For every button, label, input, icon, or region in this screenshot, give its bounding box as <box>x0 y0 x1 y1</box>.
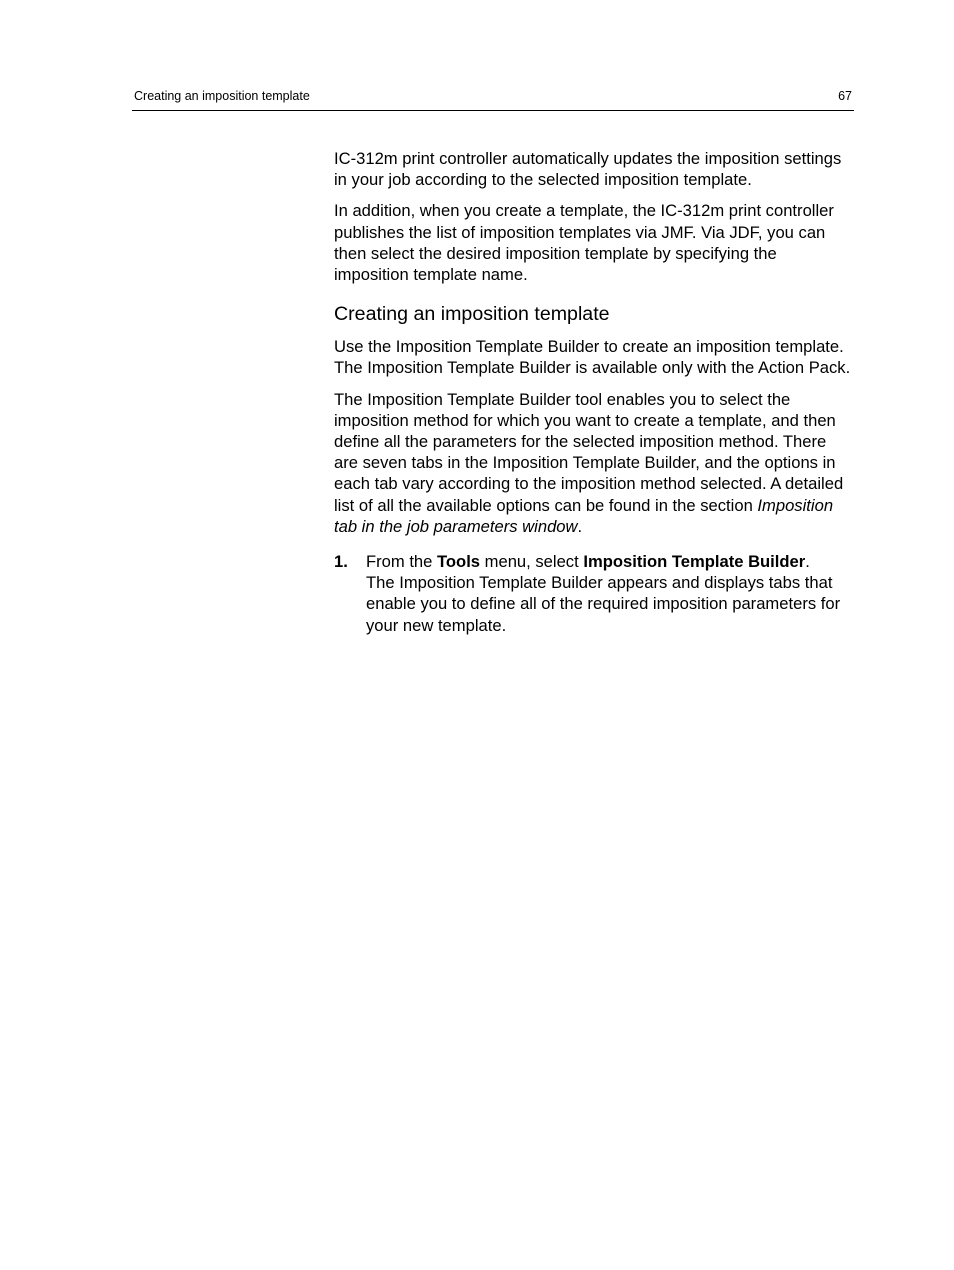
page-content <box>334 148 854 636</box>
section-paragraph-1: Use the Imposition Template Builder to create an imposition template. The Imposition Template Builder is available only with the Action Pack. <box>334 337 851 378</box>
intro-paragraph-2: In addition, when you create a template, the IC-312m print controller publishes the list of imposition templates via JMF. Via JDF, you can then select the desired imposition template by specifying the imposition template name. <box>334 201 834 285</box>
page-number: 67 <box>838 89 852 103</box>
step-text: . <box>805 552 810 572</box>
header-title: Creating an imposition template <box>134 89 310 103</box>
step-result: The Imposition Template Builder appears and displays tabs that enable you to define all of the required imposition parameters for your new template. <box>366 573 841 635</box>
step-instruction <box>366 551 854 572</box>
section-paragraph-2-end: . <box>577 516 583 536</box>
menu-item-name: Imposition Template Builder <box>583 552 806 572</box>
menu-name: Tools <box>437 552 481 572</box>
section-heading: Creating an imposition template <box>334 303 610 326</box>
section-paragraph-2 <box>334 389 854 537</box>
running-header <box>132 88 854 111</box>
section-paragraph-2-text: The Imposition Template Builder tool enables you to select the imposition method for which you want to create a template, and then define all the parameters for the selected imposition method. There are seven tabs in the Imposition Template Builder, and the options in each tab vary according to the imposition method selected. A detailed list of all the available options can be found in the section <box>334 389 844 515</box>
step-number: 1. <box>334 552 348 572</box>
step-text: From the <box>366 552 438 572</box>
cross-reference: Imposition tab in the job parameters window <box>334 495 834 536</box>
intro-paragraph-1: IC-312m print controller automatically updates the imposition settings in your job according to the selected imposition template. <box>334 149 842 190</box>
step-1 <box>334 551 854 636</box>
step-text: menu, select <box>480 552 584 572</box>
